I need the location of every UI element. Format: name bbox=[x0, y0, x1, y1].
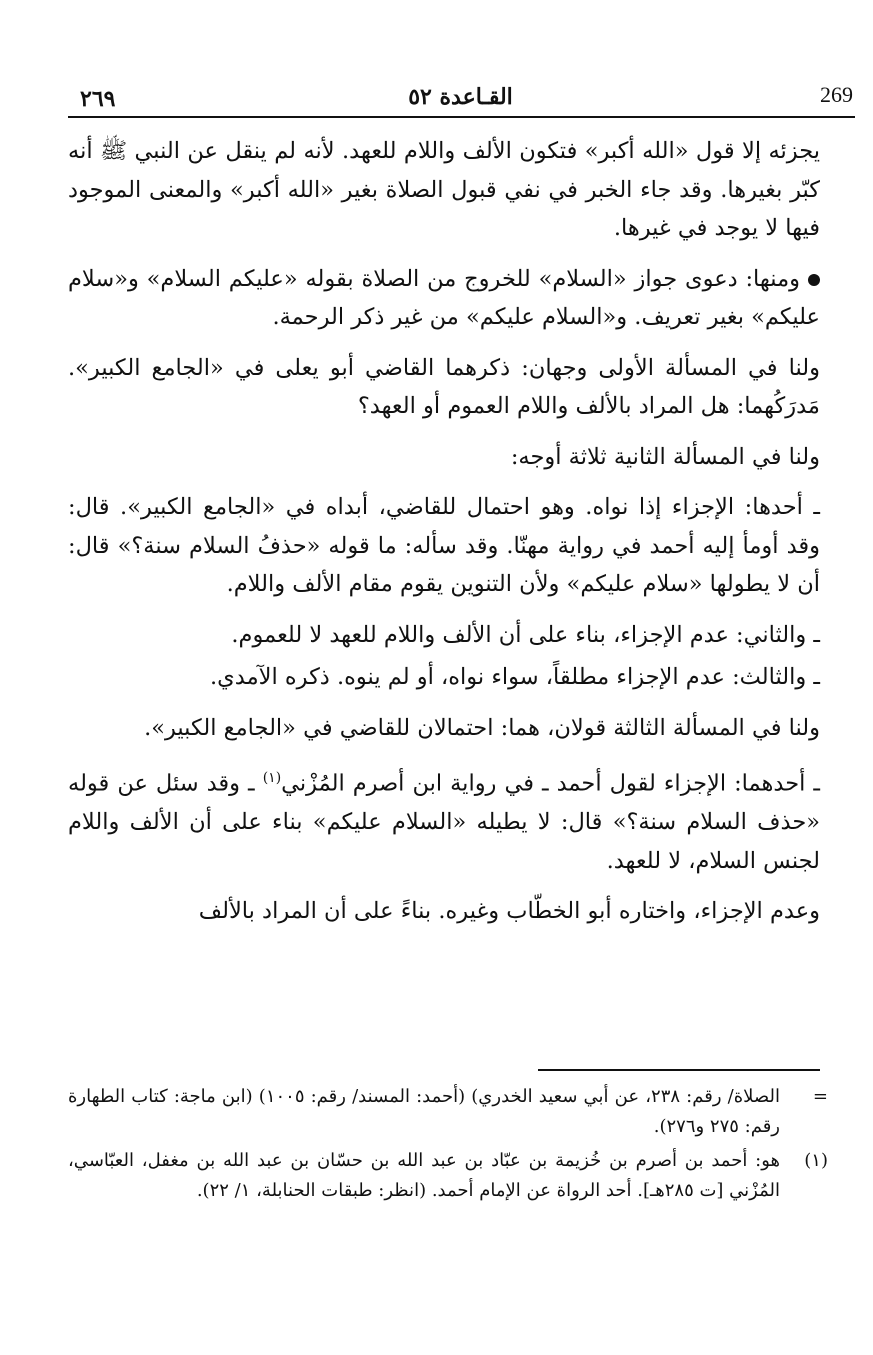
paragraph-bullet bbox=[68, 260, 820, 337]
footnote-text: الصلاة/ رقم: ٢٣٨، عن أبي سعيد الخدري) (أحمد: المسند/ رقم: ١٠٠٥) (ابن ماجة: كتاب الطهارة رقم: ٢٧٥ و٢٧٦). bbox=[68, 1086, 780, 1137]
paragraph: ولنا في المسألة الثالثة قولان، هما: احتمالان للقاضي في «الجامع الكبير». bbox=[144, 714, 820, 741]
footnote-mark: = bbox=[812, 1086, 828, 1107]
paragraph: ـ والثاني: عدم الإجزاء، بناء على أن الألف واللام للعهد لا للعموم. bbox=[231, 621, 820, 648]
footnotes bbox=[68, 1082, 828, 1210]
main-text bbox=[68, 132, 820, 943]
footnote-rule bbox=[538, 1069, 820, 1071]
paragraph-text: ـ أحدهما: الإجزاء لقول أحمد ـ في رواية ابن أصرم المُزْني bbox=[281, 770, 820, 797]
footnote-mark: (١) bbox=[804, 1150, 828, 1171]
paragraph: وعدم الإجزاء، واختاره أبو الخطّاب وغيره. بناءً على أن المراد بالألف bbox=[198, 898, 820, 924]
bullet-icon bbox=[808, 274, 820, 286]
header-rule bbox=[68, 116, 855, 118]
footnote-reference[interactable]: (١) bbox=[262, 770, 282, 786]
paragraph: ولنا في المسألة الثانية ثلاثة أوجه: bbox=[510, 443, 820, 470]
running-title: القـاعدة ٥٢ bbox=[408, 84, 513, 110]
page-number-arabic: ٢٦٩ bbox=[80, 86, 116, 112]
paragraph: ـ والثالث: عدم الإجزاء مطلقاً، سواء نواه، أو لم ينوه. ذكره الآمدي. bbox=[210, 664, 820, 690]
paragraph: ـ أحدها: الإجزاء إذا نواه. وهو احتمال للقاضي، أبداه في «الجامع الكبير». قال: وقد أومأ إليه أحمد في رواية مهنّا. وقد سأله: ما قوله «حذفُ السلام سنة؟» قال: أن لا يطولها «سلام عليكم» ولأن التنوين يقوم مقام الألف واللام. bbox=[68, 494, 820, 597]
footnote bbox=[68, 1146, 828, 1206]
paragraph: ولنا في المسألة الأولى وجهان: ذكرهما القاضي أبو يعلى في «الجامع الكبير». مَدرَكُهما: هل المراد بالألف واللام العموم أو العهد؟ bbox=[68, 354, 820, 419]
paragraph: يجزئه إلا قول «الله أكبر» فتكون الألف واللام للعهد. لأنه لم ينقل عن النبي ﷺ أنه كبّر بغيرها. وقد جاء الخبر في نفي قبول الصلاة بغير «الله أكبر» والمعنى الموجود فيها لا يوجد في غيرها. bbox=[68, 138, 820, 241]
paragraph bbox=[68, 759, 820, 880]
footnote-text: هو: أحمد بن أصرم بن خُزيمة بن عبّاد بن عبد الله بن حسّان بن عبد الله بن مغفل، العبّاسي، المُزْني [ت ٢٨٥هـ]. أحد الرواة عن الإمام أحمد. (انظر: طبقات الحنابلة، ١/ ٢٢). bbox=[68, 1150, 780, 1201]
page-number-latin: 269 bbox=[820, 82, 853, 107]
paragraph-text: ومنها: دعوى جواز «السلام» للخروج من الصلاة بقوله «عليكم السلام» و«سلام عليكم» بغير تعريف. و«السلام عليكم» من غير ذكر الرحمة. bbox=[68, 265, 820, 330]
paragraph-text: ـ وقد سئل عن قوله «حذف السلام سنة؟» قال: لا يطيله «السلام عليكم» بناء على أن الألف واللام لجنس السلام، لا للعهد. bbox=[68, 770, 820, 874]
page-header bbox=[68, 78, 853, 118]
footnote bbox=[68, 1082, 828, 1142]
